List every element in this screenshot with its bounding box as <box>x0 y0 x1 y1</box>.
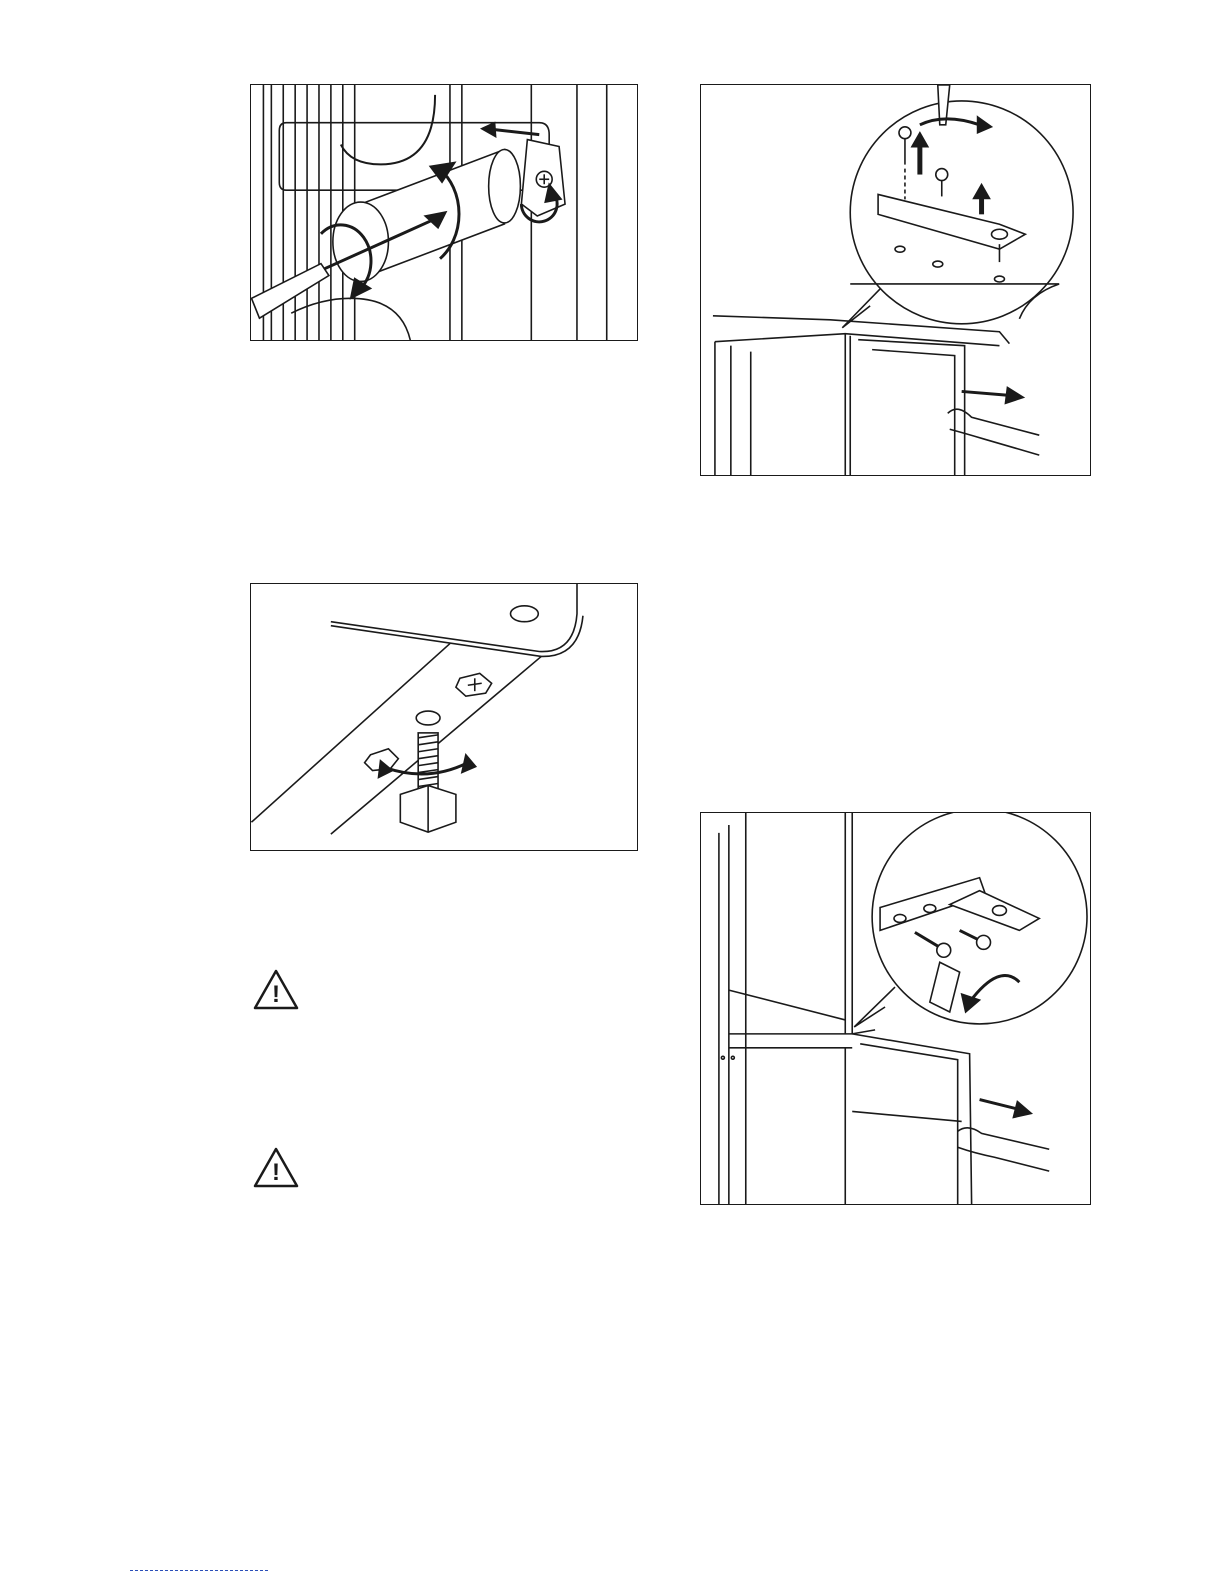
footer-link-underline[interactable] <box>130 1570 268 1571</box>
figure-hinge-cover-screwdriver <box>250 84 638 341</box>
figure-adjustable-foot <box>250 583 638 851</box>
warning-glyph: ! <box>272 981 280 1008</box>
top-hinge-illustration <box>701 85 1090 475</box>
figure-middle-hinge-removal <box>700 812 1091 1205</box>
middle-hinge-illustration <box>701 813 1090 1204</box>
warning-triangle-icon <box>252 1146 300 1190</box>
hinge-cover-illustration <box>251 85 637 340</box>
warning-glyph: ! <box>272 1159 280 1186</box>
warning-triangle-icon <box>252 968 300 1012</box>
adjustable-foot-illustration <box>251 584 637 850</box>
figure-top-hinge-removal <box>700 84 1091 476</box>
